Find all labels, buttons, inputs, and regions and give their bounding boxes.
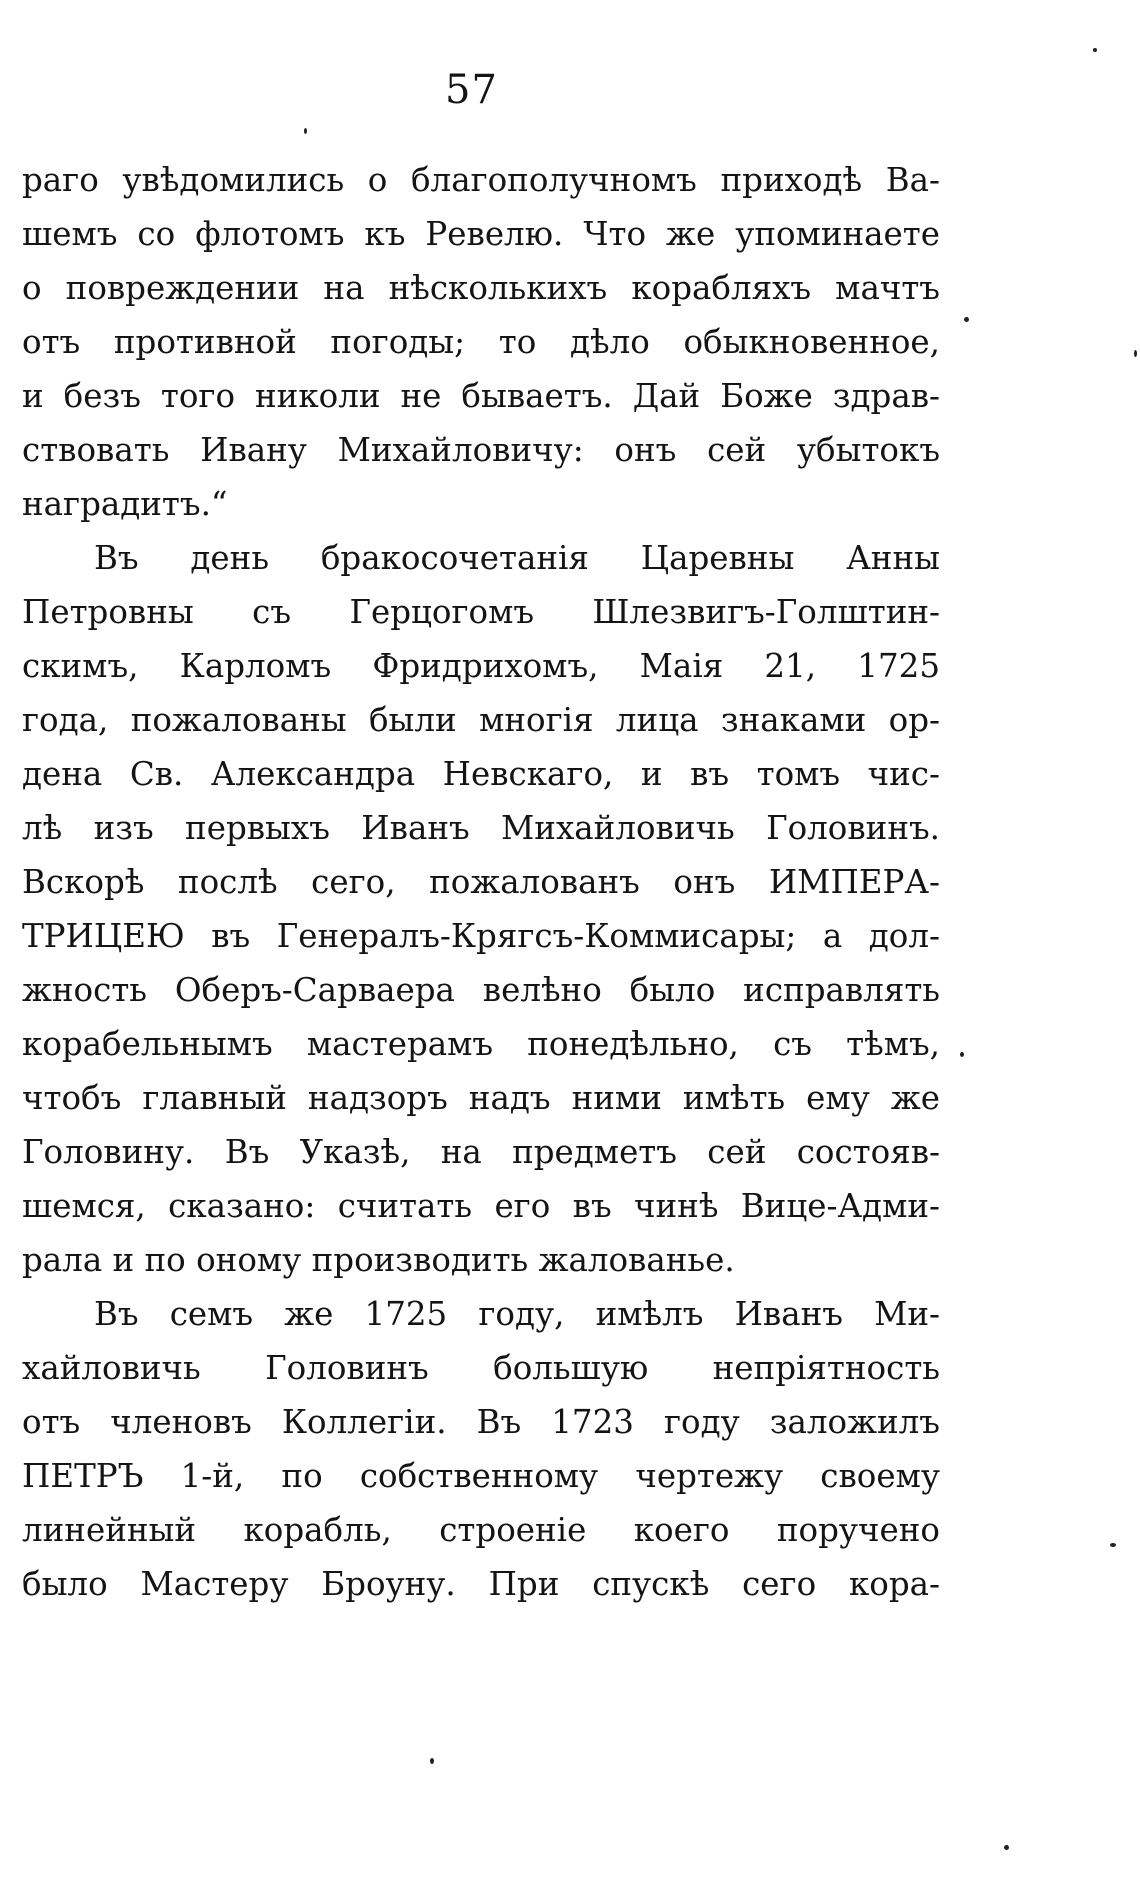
text-line: жность Оберъ-Сарваера велѣно было исправлять [22, 971, 940, 1009]
text-line: Петровны съ Герцогомъ Шлезвигъ-Голштин- [22, 593, 940, 631]
text-line: хайловичь Головинъ большую непріятность [22, 1349, 940, 1387]
text-line: года, пожалованы были многія лица знаками ор- [22, 701, 940, 739]
text-line: корабельнымъ мастерамъ понедѣльно, съ тѣмъ, [22, 1025, 940, 1063]
text-line: и безъ того николи не бываетъ. Дай Боже здрав- [22, 377, 940, 415]
text-line: раго увѣдомились о благополучномъ приходѣ Ва- [22, 161, 940, 199]
paragraph-2 [22, 531, 940, 1287]
text-line: ПЕТРЪ 1-й, по собственному чертежу своему [22, 1457, 940, 1495]
scan-speck [964, 317, 969, 322]
scan-speck [304, 128, 307, 134]
paragraph-3 [22, 1287, 940, 1611]
scan-speck [1134, 350, 1137, 357]
text-line: чтобъ главный надзоръ надъ ними имѣть ему же [22, 1079, 940, 1117]
scan-speck [430, 1758, 434, 1764]
scan-speck [960, 1052, 964, 1057]
text-line: скимъ, Карломъ Фридрихомъ, Маія 21, 1725 [22, 647, 940, 685]
scan-speck [1004, 1845, 1009, 1850]
text-line: о повреждении на нѣсколькихъ корабляхъ мачтъ [22, 269, 940, 307]
text-line: дена Св. Александра Невскаго, и въ томъ чис- [22, 755, 940, 793]
text-line: было Мастеру Броуну. При спускѣ сего кора- [22, 1565, 940, 1603]
paragraph-1 [22, 153, 940, 531]
text-line: отъ противной погоды; то дѣло обыкновенное, [22, 323, 940, 361]
text-line: Вскорѣ послѣ сего, пожалованъ онъ ИМПЕРА- [22, 863, 940, 901]
text-body [22, 153, 940, 1611]
text-line: ствовать Ивану Михайловичу: онъ сей убытокъ [22, 431, 940, 469]
text-line: Головину. Въ Указѣ, на предметъ сей состояв- [22, 1133, 940, 1171]
scan-speck [1110, 1543, 1116, 1547]
text-line: линейный корабль, строеніе коего поручено [22, 1511, 940, 1549]
text-line: шемся, сказано: считать его въ чинѣ Вице-Адми- [22, 1187, 940, 1225]
scan-speck [1093, 48, 1097, 52]
text-line: ТРИЦЕЮ въ Генералъ-Крягсъ-Коммисары; а дол- [22, 917, 940, 955]
text-line: отъ членовъ Коллегіи. Въ 1723 году заложилъ [22, 1403, 940, 1441]
text-line: наградитъ.“ [22, 485, 228, 523]
text-line: Въ день бракосочетанія Царевны Анны [94, 539, 940, 577]
text-line: шемъ со флотомъ къ Ревелю. Что же упоминаете [22, 215, 940, 253]
text-line: лѣ изъ первыхъ Иванъ Михайловичь Головинъ. [22, 809, 940, 847]
page-number: 57 [445, 67, 498, 113]
text-line: Въ семъ же 1725 году, имѣлъ Иванъ Ми- [94, 1295, 940, 1333]
text-line: рала и по оному производить жалованье. [22, 1241, 735, 1279]
